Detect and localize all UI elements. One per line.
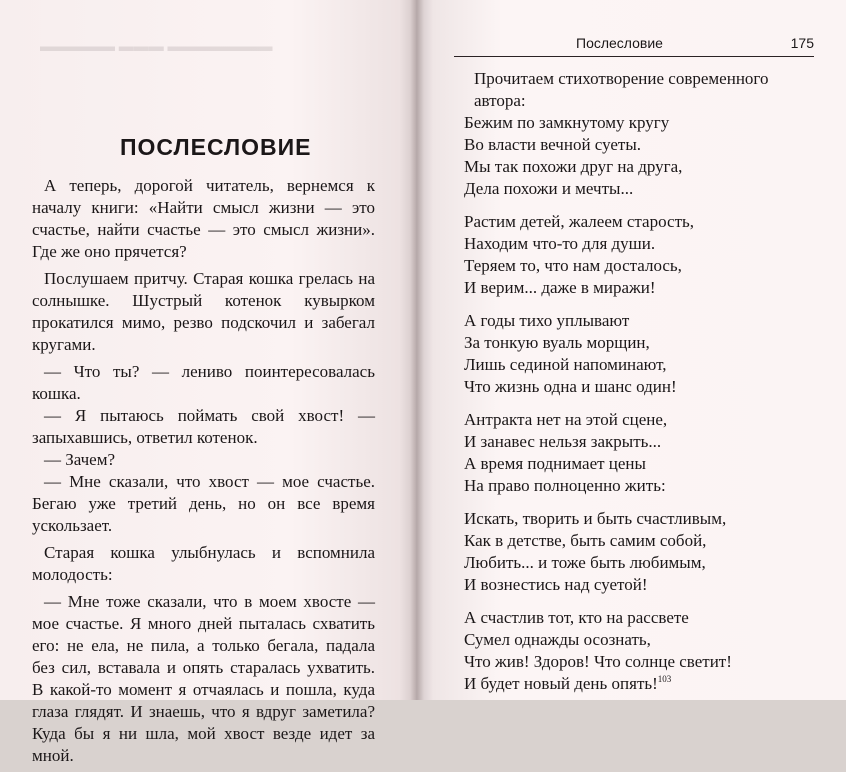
chapter-title: ПОСЛЕСЛОВИЕ: [120, 134, 312, 160]
poem-line: На право полноценно жить:: [464, 476, 666, 495]
paragraph: — Я пытаюсь поймать свой хвост! — запыхавшись, ответил котенок.: [32, 406, 375, 447]
poem-line: Теряем то, что нам досталось,: [464, 256, 682, 275]
running-header: [454, 32, 814, 57]
poem-line: А годы тихо уплывают: [464, 311, 630, 330]
poem-stanza: [464, 211, 814, 299]
left-page: [0, 0, 416, 765]
poem-line: Что жизнь одна и шанс один!: [464, 377, 677, 396]
poem-line: Любить... и тоже быть любимым,: [464, 553, 706, 572]
poem-line: И занавес нельзя закрыть...: [464, 432, 662, 451]
poem-line-text: И будет новый день опять!: [464, 674, 658, 693]
poem-line: Растим детей, жалеем старость,: [464, 212, 694, 231]
poem-line: Дела похожи и мечты...: [464, 179, 634, 198]
poem-line: Антракта нет на этой сцене,: [464, 410, 668, 429]
poem-line: Находим что-то для души.: [464, 234, 656, 253]
poem-line: Во власти вечной суеты.: [464, 135, 642, 154]
paragraph: А теперь, дорогой читатель, вернемся к началу книги: «Найти смысл жизни — это счастье, найти счастье — это смысл жизни». Где же оно прячется?: [32, 176, 375, 261]
poem-line: Как в детстве, быть самим собой,: [464, 531, 707, 550]
poem-stanza: [464, 310, 814, 398]
poem-line: А счастлив тот, кто на рассвете: [464, 608, 689, 627]
poem-stanza: [464, 112, 814, 200]
show-through-text: ▬▬▬▬▬ ▬▬▬ ▬▬▬▬▬▬▬: [40, 39, 273, 55]
poem-line: Лишь сединой напоминают,: [464, 355, 667, 374]
paragraph: — Мне тоже сказали, что в моем хвосте — мое счастье. Я много дней пыталась схватить его: не ела, не пила, а только бегала, падала без сил, вставала и опять старалась ухватить. В какой-то момент я отчаялась и пошла, куда глаза глядят. И знаешь, что я вдруг заметила? Куда бы я ни шла, мой хвост везде идет за мной.: [32, 592, 375, 765]
paragraph: Послушаем притчу. Старая кошка грелась на солнышке. Шустрый котенок кувырком прокатился мимо, резво подскочил и забегал кругами.: [32, 269, 375, 354]
poem-line-last: [464, 673, 814, 695]
paragraph: — Что ты? — лениво поинтересовалась кошка.: [32, 362, 375, 403]
poem-line: Сумел однажды осознать,: [464, 630, 651, 649]
poem-line: А время поднимает цены: [464, 454, 646, 473]
poem-stanza: [464, 607, 814, 695]
paragraph: Старая кошка улыбнулась и вспомнила молодость:: [32, 543, 375, 584]
left-page-text: [32, 175, 375, 772]
poem-intro: Прочитаем стихотворение современного автора:: [474, 69, 769, 110]
running-header-title: Послесловие: [576, 35, 663, 51]
poem-line: И вознестись над суетой!: [464, 575, 648, 594]
poem-stanza: [464, 508, 814, 596]
poem-line: Мы так похожи друг на друга,: [464, 157, 683, 176]
poem-line: И верим... даже в миражи!: [464, 278, 656, 297]
poem-line: Что жив! Здоров! Что солнце светит!: [464, 652, 732, 671]
book-gutter: [410, 0, 424, 700]
paragraph: — Зачем?: [44, 450, 116, 469]
paragraph: — Мне сказали, что хвост — мое счастье. Бегаю уже третий день, но он все время ускользает.: [32, 472, 375, 535]
poem-line: Бежим по замкнутому кругу: [464, 113, 670, 132]
poem-line: За тонкую вуаль морщин,: [464, 333, 650, 352]
page-number: 175: [790, 35, 814, 51]
poem-stanza: [464, 409, 814, 497]
right-page-text: [464, 68, 814, 706]
poem-line: Искать, творить и быть счастливым,: [464, 509, 727, 528]
footnote-reference[interactable]: 103: [657, 674, 672, 684]
